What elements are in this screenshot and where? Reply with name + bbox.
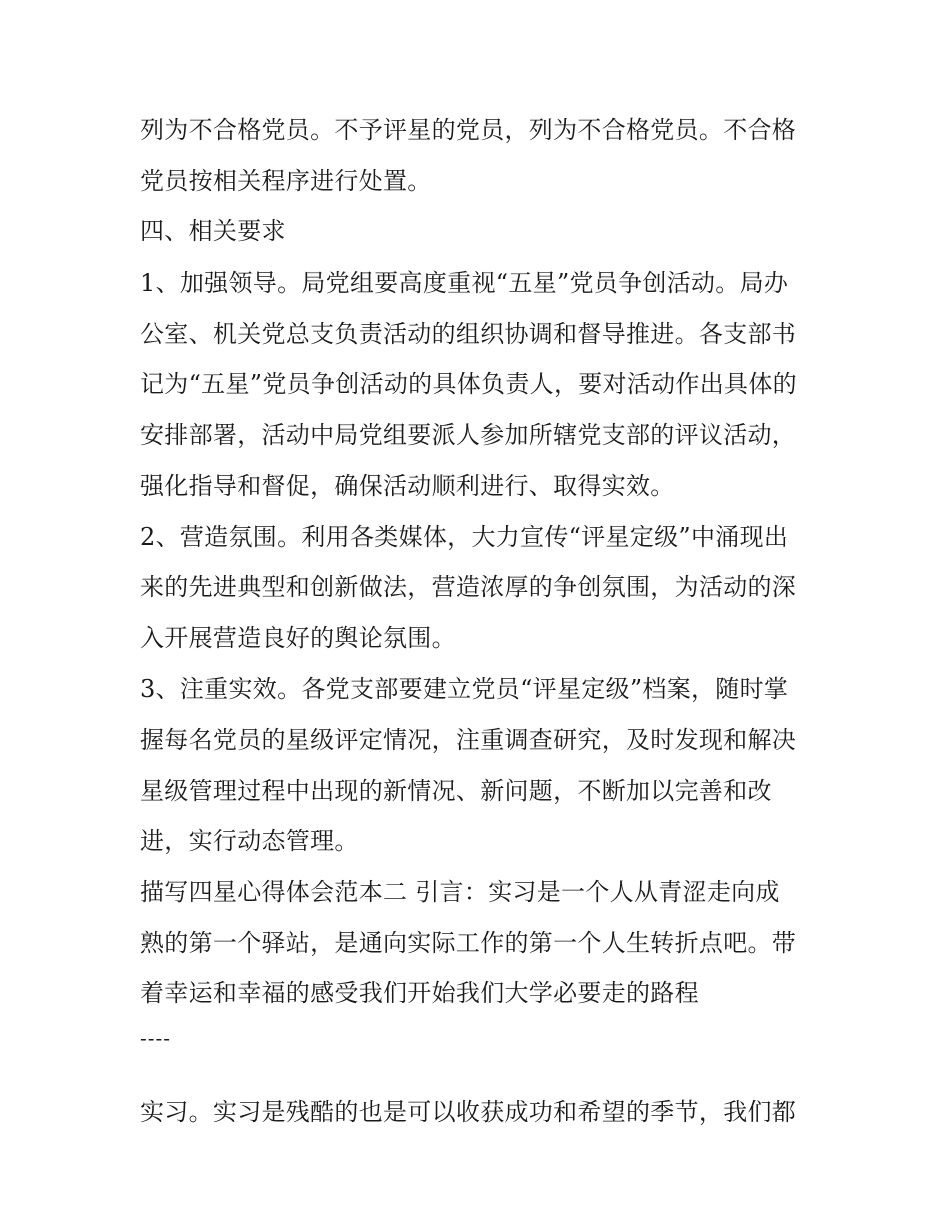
- text-line: 握每名党员的星级评定情况，注重调查研究，及时发现和解决: [140, 726, 797, 754]
- section-heading: 四、相关要求: [140, 217, 286, 245]
- text-line: 星级管理过程中出现的新情况、新问题，不断加以完善和改: [140, 777, 772, 805]
- text-line: 3、注重实效。各党支部要建立党员“评星定级”档案，随时掌: [140, 675, 789, 703]
- text-line: 强化指导和督促，确保活动顺利进行、取得实效。: [140, 472, 675, 500]
- text-line: 描写四星心得体会范本二 引言：实习是一个人从青涩走向成: [140, 878, 780, 906]
- text-line: 实习。实习是残酷的也是可以收获成功和希望的季节，我们都: [140, 1098, 797, 1126]
- text-line: 2、营造氛围。利用各类媒体，大力宣传“评星定级”中涌现出: [140, 523, 789, 551]
- text-line: 党员按相关程序进行处置。: [140, 167, 432, 195]
- text-line: 列为不合格党员。不予评星的党员，列为不合格党员。不合格: [140, 116, 797, 144]
- text-line: 安排部署，活动中局党组要派人参加所辖党支部的评议活动，: [140, 421, 797, 449]
- text-line: 记为“五星”党员争创活动的具体负责人，要对活动作出具体的: [140, 370, 797, 398]
- text-line: 入开展营造良好的舆论氛围。: [140, 624, 456, 652]
- text-line: 着幸运和幸福的感受我们开始我们大学必要走的路程: [140, 979, 699, 1007]
- text-line: 来的先进典型和创新做法，营造浓厚的争创氛围，为活动的深: [140, 573, 797, 601]
- text-line: 熟的第一个驿站，是通向实际工作的第一个人生转折点吧。带: [140, 929, 797, 957]
- separator-text: ----: [140, 1026, 172, 1050]
- text-line: 公室、机关党总支负责活动的组织协调和督导推进。各支部书: [140, 320, 797, 348]
- text-line: 进，实行动态管理。: [140, 827, 359, 855]
- text-line: 1、加强领导。局党组要高度重视“五星”党员争创活动。局办: [140, 269, 789, 297]
